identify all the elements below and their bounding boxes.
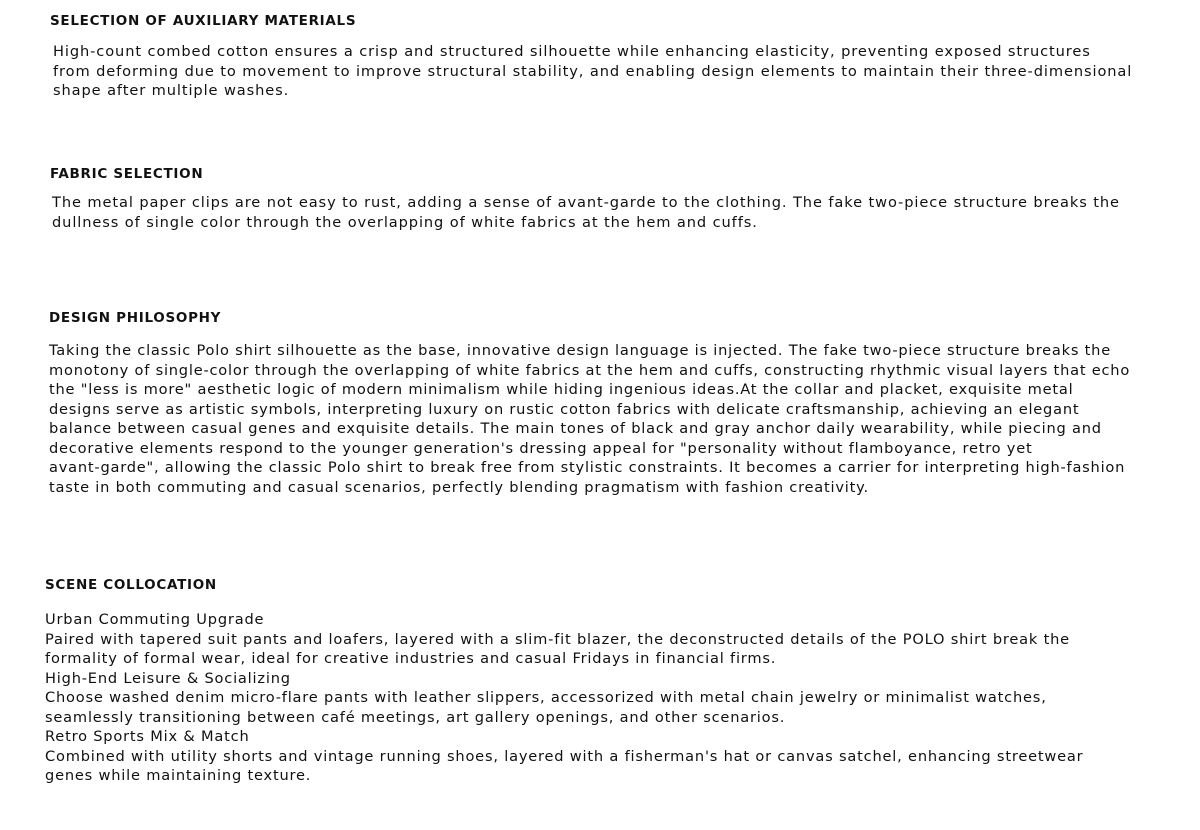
text-line: Combined with utility shorts and vintage running shoes, layered with a fisherman's hat or canvas satchel, enhancing streetwear <box>45 747 1084 765</box>
section-heading: SELECTION OF AUXILIARY MATERIALS <box>50 13 357 29</box>
text-line: the "less is more" aesthetic logic of modern minimalism while hiding ingenious ideas.At the collar and placket, exquisite metal <box>49 381 1074 398</box>
text-line: dullness of single color through the overlapping of white fabrics at the hem and cuffs. <box>52 213 758 231</box>
section-heading: DESIGN PHILOSOPHY <box>49 310 222 326</box>
text-line: balance between casual genes and exquisite details. The main tones of black and gray anchor daily wearability, while piecing and <box>49 420 1102 437</box>
text-line: taste in both commuting and casual scenarios, perfectly blending pragmatism with fashion creativity. <box>49 478 869 496</box>
scene-subheading: Retro Sports Mix & Match <box>45 728 250 745</box>
section-body <box>49 341 1130 497</box>
text-line: from deforming due to movement to improve structural stability, and enabling design elements to maintain their three-dimensional <box>53 62 1133 80</box>
section-body <box>52 193 1120 232</box>
text-line: Choose washed denim micro-flare pants with leather slippers, accessorized with metal chain jewelry or minimalist watches, <box>45 689 1047 706</box>
text-line: decorative elements respond to the younger generation's dressing appeal for "personality without flamboyance, retro yet <box>49 439 1033 457</box>
text-line: avant-garde", allowing the classic Polo shirt to break free from stylistic constraints. It becomes a carrier for interpreting high-fashion <box>49 459 1126 476</box>
section-heading: FABRIC SELECTION <box>50 166 204 182</box>
scene-subheading: High-End Leisure & Socializing <box>45 669 291 687</box>
section-heading: SCENE COLLOCATION <box>45 577 217 593</box>
text-line: genes while maintaining texture. <box>45 767 312 784</box>
text-line: monotony of single-color through the overlapping of white fabrics at the hem and cuffs, constructing rhythmic visual layers that echo <box>49 361 1131 379</box>
scene-subheading: Urban Commuting Upgrade <box>45 611 265 628</box>
text-line: designs serve as artistic symbols, interpreting luxury on rustic cotton fabrics with delicate craftsmanship, achieving an elegant <box>49 400 1080 418</box>
text-line: Paired with tapered suit pants and loafers, layered with a slim-fit blazer, the deconstructed details of the POLO shirt break the <box>45 630 1070 648</box>
text-line: The metal paper clips are not easy to rust, adding a sense of avant-garde to the clothing. The fake two-piece structure breaks the <box>52 194 1120 211</box>
text-line: Taking the classic Polo shirt silhouette as the base, innovative design language is injected. The fake two-piece structure breaks the <box>49 342 1111 359</box>
text-line: High-count combed cotton ensures a crisp and structured silhouette while enhancing elasticity, preventing exposed structures <box>53 43 1091 60</box>
section-body <box>45 610 1083 786</box>
text-line: formality of formal wear, ideal for creative industries and casual Fridays in financial firms. <box>45 650 777 667</box>
text-line: seamlessly transitioning between café meetings, art gallery openings, and other scenarios. <box>45 708 786 726</box>
section-body <box>53 42 1132 101</box>
text-line: shape after multiple washes. <box>53 82 290 99</box>
